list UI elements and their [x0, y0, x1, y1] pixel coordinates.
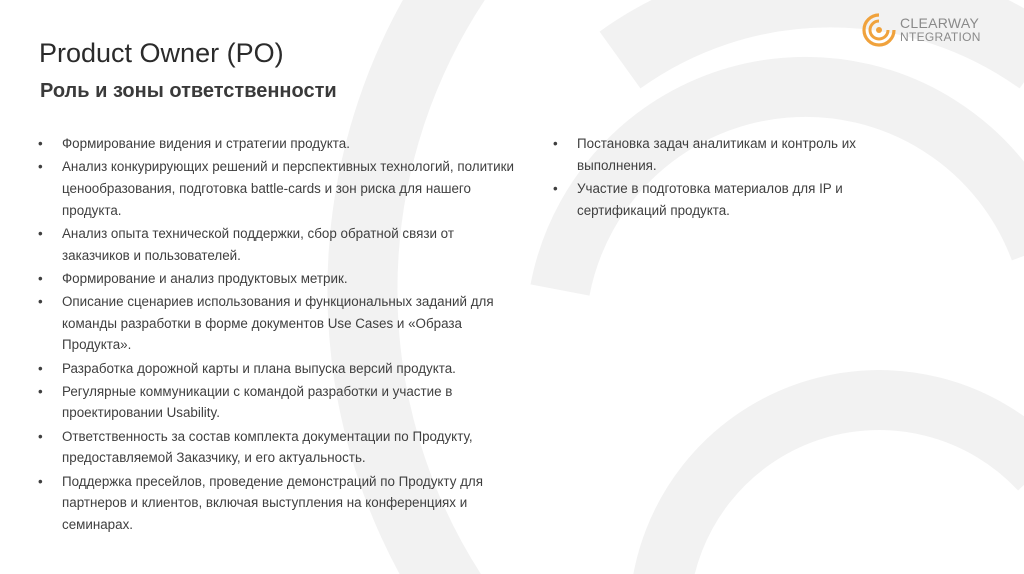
slide-title: Product Owner (PO) — [39, 38, 284, 68]
list-item-text: Анализ конкурирующих решений и перспективных технологий, политики ценообразования, подготовка battle-cards и зон риска для нашего продукта. — [62, 159, 514, 218]
bullet: • — [38, 293, 43, 309]
list-item — [38, 471, 516, 536]
list-item-text: Формирование и анализ продуктовых метрик. — [62, 270, 348, 286]
list-item — [38, 381, 516, 424]
bullet: • — [38, 473, 43, 489]
bullet: • — [38, 136, 43, 151]
bullet: • — [553, 180, 558, 196]
list-item — [553, 178, 913, 221]
logo-wordmark — [900, 16, 981, 44]
list-item — [38, 133, 516, 155]
list-item — [38, 156, 516, 221]
list-item — [38, 223, 516, 266]
left-responsibilities-list — [38, 133, 516, 537]
list-item — [38, 291, 516, 356]
logo-text-line2: NTEGRATION — [900, 30, 981, 44]
logo-text-line1: CLEARWAY — [900, 15, 980, 31]
list-item — [553, 133, 913, 176]
list-item-text: Описание сценариев использования и функциональных заданий для команды разработки в форме документов Use Cases и «Образа Продукта». — [62, 293, 494, 353]
company-logo — [862, 12, 1002, 48]
bullet: • — [38, 270, 43, 286]
list-item-text: Участие в подготовка материалов для IP и сертификаций продукта. — [577, 180, 843, 218]
right-responsibilities-list — [553, 133, 913, 223]
bullet: • — [38, 159, 43, 175]
list-item-text: Ответственность за состав комплекта документации по Продукту, предоставляемой Заказчику, и его актуальность. — [62, 428, 473, 466]
background-arc-bottom — [660, 400, 1024, 574]
logo-rings-icon — [862, 13, 896, 47]
list-item — [38, 426, 516, 469]
list-item-text: Анализ опыта технической поддержки, сбор обратной связи от заказчиков и пользователей. — [62, 225, 454, 263]
list-item-text: Поддержка пресейлов, проведение демонстраций по Продукту для партнеров и клиентов, включая выступления на конференциях и семинарах. — [62, 473, 483, 532]
list-item-text: Разработка дорожной карты и плана выпуска версий продукта. — [62, 360, 456, 376]
list-item — [38, 268, 516, 290]
list-item-text: Регулярные коммуникации с командой разработки и участие в проектировании Usability. — [62, 383, 453, 421]
bullet: • — [553, 136, 558, 151]
bullet: • — [38, 428, 43, 444]
list-item — [38, 358, 516, 380]
slide-subtitle: Роль и зоны ответственности — [40, 80, 337, 102]
bullet: • — [38, 383, 43, 399]
bullet: • — [38, 225, 43, 241]
bullet: • — [38, 360, 43, 376]
list-item-text: Постановка задач аналитикам и контроль их выполнения. — [577, 136, 856, 173]
list-item-text: Формирование видения и стратегии продукта. — [62, 136, 350, 151]
